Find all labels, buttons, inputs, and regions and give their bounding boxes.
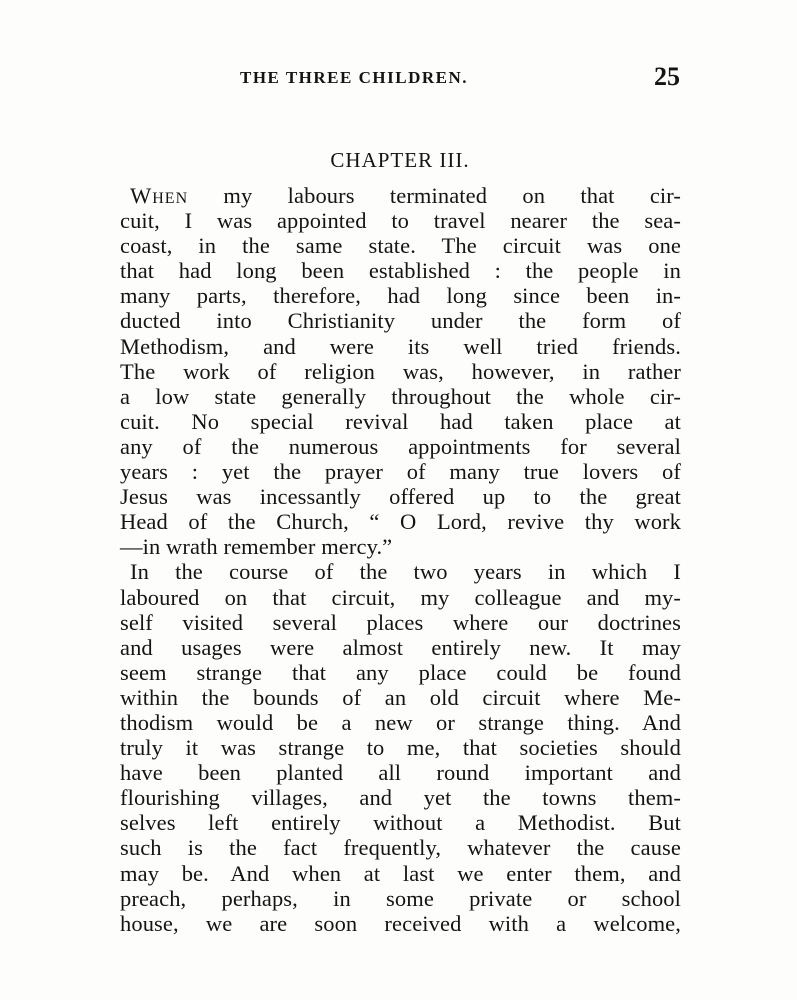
text-line: house, we are soon received with a welcome, [120,910,681,936]
text-line: thodism would be a new or strange thing. And [120,709,681,735]
text-line: cuit, I was appointed to travel nearer the sea- [120,208,681,234]
text-line: may be. And when at last we enter them, and [120,860,681,886]
text-line: self visited several places where our doctrines [120,609,681,635]
text-line: many parts, therefore, had long since been in- [120,283,681,309]
chapter-heading: CHAPTER III. [330,148,470,172]
text-line: In the course of the two years in which I [130,559,681,585]
text-line: Jesus was incessantly offered up to the great [120,484,681,510]
running-title: THE THREE CHILDREN. [240,68,468,87]
text-line: truly it was strange to me, that societies should [120,735,681,761]
text-line: such is the fact frequently, whatever the cause [120,835,681,861]
text-line: years : yet the prayer of many true lovers of [120,459,681,485]
text-line: Methodism, and were its well tried friends. [120,333,681,359]
text-line: selves left entirely without a Methodist. But [120,810,681,836]
text-line: Head of the Church, “ O Lord, revive thy work [120,509,681,535]
text-line: have been planted all round important and [120,760,681,786]
text-line: ducted into Christianity under the form of [120,308,681,334]
line-text: my labours terminated on that cir- [188,183,681,208]
body-text [120,183,681,936]
text-line: cuit. No special revival had taken place at [120,408,681,434]
text-line: The work of religion was, however, in rather [120,358,681,384]
text-line [120,183,681,208]
page-number: 25 [654,62,680,91]
text-line: that had long been established : the people in [120,258,681,284]
text-line: and usages were almost entirely new. It may [120,634,681,660]
text-line: seem strange that any place could be found [120,659,681,685]
text-line: any of the numerous appointments for several [120,433,681,459]
text-line: —in wrath remember mercy.” [120,534,393,560]
text-line: preach, perhaps, in some private or school [120,885,681,911]
text-line: within the bounds of an old circuit where Me- [120,684,681,710]
text-line: a low state generally throughout the whole cir- [120,383,681,409]
opening-word: When [130,183,189,208]
text-line: flourishing villages, and yet the towns them- [120,785,681,811]
text-line: laboured on that circuit, my colleague and my- [120,584,681,610]
text-line: coast, in the same state. The circuit was one [120,233,681,259]
running-head [120,62,680,96]
